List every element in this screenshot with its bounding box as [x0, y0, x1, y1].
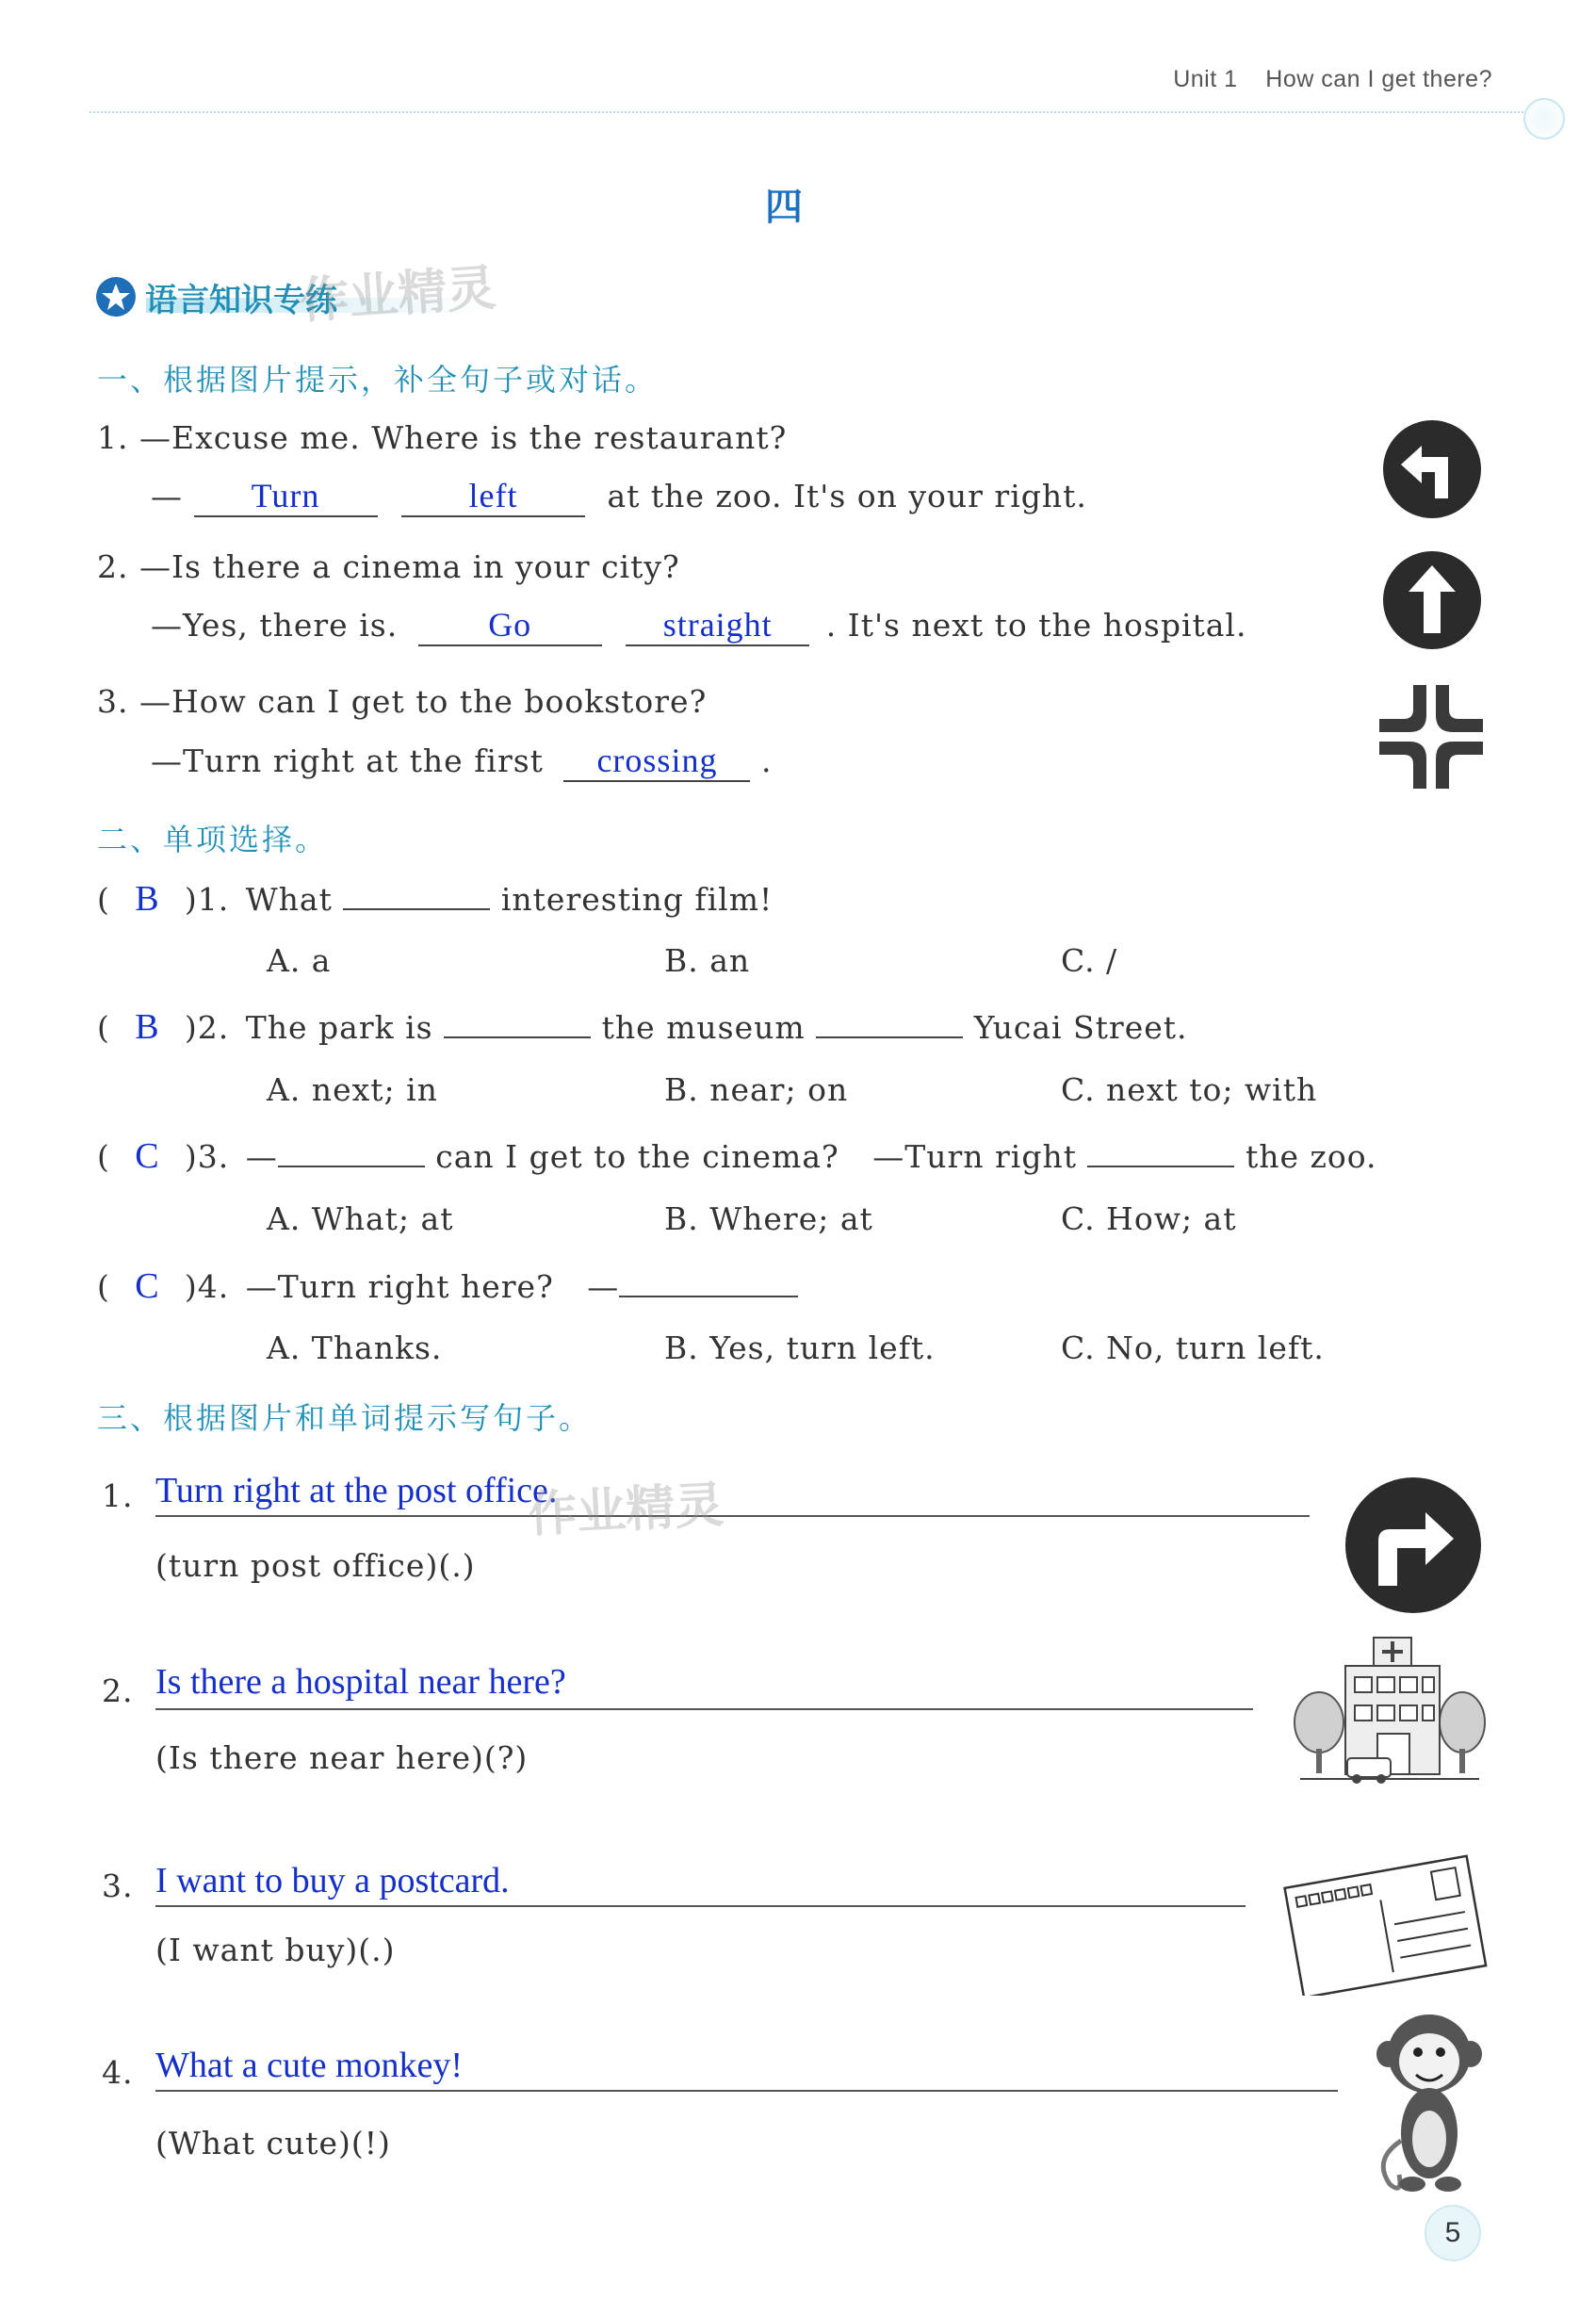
header-circle-decoration	[1523, 98, 1565, 139]
p3-q2-hint: (Is there near here)(?)	[155, 1739, 529, 1776]
p2-item1-blank[interactable]	[343, 908, 490, 910]
flower-star-icon	[94, 275, 138, 318]
p3-q3-hint: (I want buy)(.)	[155, 1932, 396, 1968]
p2-item1: ( B )1. What interesting film!	[97, 879, 774, 919]
p2-item2-blank1[interactable]	[444, 1036, 591, 1038]
p2-item2-opt-a: A. next; in	[267, 1071, 438, 1108]
p2-item3-opt-c: C. How; at	[1061, 1200, 1237, 1237]
p2-item2-opt-c: C. next to; with	[1061, 1071, 1318, 1108]
watermark-2: 作业精灵	[526, 1476, 725, 1544]
p3-q2-num: 2.	[102, 1672, 134, 1709]
monkey-illustration	[1371, 1999, 1493, 2197]
p3-q1-num: 1.	[102, 1477, 134, 1514]
p2-item3-answer[interactable]: C	[135, 1136, 160, 1176]
p1-q1-answer-line: — Turn left at the zoo. It's on your right.	[151, 476, 1087, 517]
p3-q4-num: 4.	[102, 2054, 134, 2091]
p2-item1-answer[interactable]: B	[135, 879, 160, 919]
p2-item1-opt-c: C. /	[1061, 942, 1118, 979]
p1-q2-blank2[interactable]: straight	[626, 605, 809, 646]
page-number: 5	[1425, 2205, 1481, 2261]
p2-item4-opt-c: C. No, turn left.	[1061, 1329, 1325, 1366]
p1-q1-question: 1. —Excuse me. Where is the restaurant?	[97, 419, 788, 456]
postcard-illustration	[1279, 1854, 1491, 1996]
unit-title: How can I get there?	[1265, 66, 1492, 92]
p3-q1-hint: (turn post office)(.)	[155, 1547, 476, 1584]
p3-q4-answer: What a cute monkey!	[155, 2046, 464, 2085]
section-banner-label: 语言知识专练	[145, 281, 337, 319]
p3-q2-answer: Is there a hospital near here?	[155, 1662, 566, 1702]
crossing-sign-icon	[1376, 681, 1487, 792]
p3-q1-answer: Turn right at the post office.	[155, 1471, 558, 1510]
p3-q4-hint: (What cute)(!)	[155, 2125, 391, 2161]
p2-item2: ( B )2. The park is the museum Yucai Street.	[97, 1007, 1188, 1047]
watermark: 作业精灵	[298, 259, 498, 331]
p3-q3-answer: I want to buy a postcard.	[155, 1861, 510, 1900]
p2-item4-blank[interactable]	[619, 1296, 798, 1297]
header-divider	[90, 111, 1531, 113]
part1-heading: 一、根据图片提示，补全句子或对话。	[97, 362, 659, 398]
turn-right-sign-icon	[1343, 1475, 1484, 1616]
p1-q1-blank1[interactable]: Turn	[194, 476, 378, 517]
p2-item4-opt-a: A. Thanks.	[267, 1329, 443, 1366]
p3-q4-write-line[interactable]	[155, 2045, 1338, 2092]
p2-item3-blank2[interactable]	[1087, 1166, 1234, 1167]
p3-q2-write-line[interactable]	[155, 1661, 1253, 1710]
part2-heading: 二、单项选择。	[97, 822, 329, 857]
unit-label: Unit 1	[1173, 66, 1238, 92]
p2-item3-opt-b: B. Where; at	[664, 1200, 873, 1237]
p2-item3-blank1[interactable]	[278, 1166, 425, 1167]
p2-item4-opt-b: B. Yes, turn left.	[664, 1329, 936, 1366]
hospital-illustration	[1291, 1628, 1489, 1788]
p2-item4-answer[interactable]: C	[135, 1266, 160, 1306]
p1-q3-question: 3. —How can I get to the bookstore?	[97, 683, 708, 720]
p2-item1-opt-a: A. a	[267, 942, 332, 979]
p1-q3-answer-line: —Turn right at the first crossing .	[151, 741, 772, 782]
p3-q3-num: 3.	[102, 1867, 134, 1904]
part3-heading: 三、根据图片和单词提示写句子。	[97, 1400, 593, 1436]
p1-q2-question: 2. —Is there a cinema in your city?	[97, 548, 680, 585]
p1-q1-blank2[interactable]: left	[401, 476, 585, 517]
p2-item3-opt-a: A. What; at	[267, 1200, 454, 1237]
p1-q2-blank1[interactable]: Go	[418, 605, 602, 646]
p2-item2-blank2[interactable]	[816, 1036, 963, 1038]
go-straight-arrow-icon	[1380, 548, 1484, 652]
page-header	[1173, 66, 1492, 93]
p2-item2-answer[interactable]: B	[135, 1007, 160, 1047]
page-title: 四	[765, 186, 803, 229]
p3-q1-write-line[interactable]	[155, 1470, 1310, 1517]
p2-item2-opt-b: B. near; on	[664, 1071, 849, 1108]
turn-left-arrow-icon	[1380, 417, 1484, 521]
p1-q3-blank1[interactable]: crossing	[563, 741, 750, 782]
p3-q3-write-line[interactable]	[155, 1860, 1246, 1907]
p2-item3: ( C )3. — can I get to the cinema? —Turn right the zoo.	[97, 1136, 1377, 1176]
p1-q2-answer-line: —Yes, there is. Go straight . It's next to the hospital.	[151, 605, 1246, 646]
p2-item1-opt-b: B. an	[664, 942, 751, 979]
p2-item4: ( C )4. —Turn right here? —	[97, 1265, 798, 1307]
